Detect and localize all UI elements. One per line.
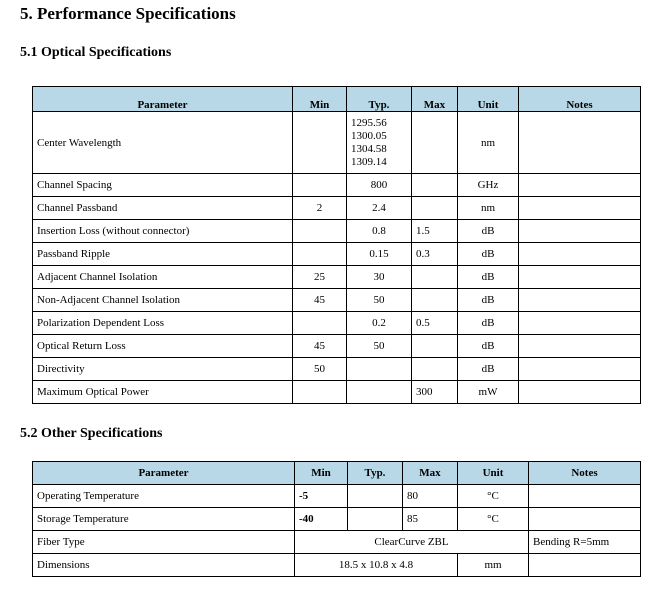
header-typ: Typ. xyxy=(348,462,403,485)
cell-unit: dB xyxy=(458,289,519,312)
cell-notes xyxy=(519,112,641,174)
table-row xyxy=(33,174,641,197)
cell-typ xyxy=(348,508,403,531)
header-parameter: Parameter xyxy=(33,87,293,112)
cell-parameter: Fiber Type xyxy=(33,531,295,554)
cell-notes xyxy=(519,243,641,266)
table-row xyxy=(33,531,641,554)
cell-typ: 2.4 xyxy=(347,197,412,220)
other-specs-table xyxy=(32,461,641,577)
cell-unit: dB xyxy=(458,335,519,358)
cell-parameter: Optical Return Loss xyxy=(33,335,293,358)
cell-parameter: Maximum Optical Power xyxy=(33,381,293,404)
cell-notes xyxy=(519,197,641,220)
table-row xyxy=(33,508,641,531)
cell-unit: °C xyxy=(458,508,529,531)
cell-typ xyxy=(348,485,403,508)
table-row xyxy=(33,335,641,358)
table-row xyxy=(33,220,641,243)
cell-unit: °C xyxy=(458,485,529,508)
cell-parameter: Channel Passband xyxy=(33,197,293,220)
cell-parameter: Directivity xyxy=(33,358,293,381)
cell-min xyxy=(293,381,347,404)
cell-parameter: Channel Spacing xyxy=(33,174,293,197)
table-row xyxy=(33,289,641,312)
cell-notes xyxy=(519,174,641,197)
cell-max xyxy=(412,112,458,174)
cell-max xyxy=(412,358,458,381)
cell-unit: nm xyxy=(458,112,519,174)
cell-min xyxy=(293,312,347,335)
cell-max: 80 xyxy=(403,485,458,508)
cell-min: -40 xyxy=(295,508,348,531)
cell-notes xyxy=(519,381,641,404)
cell-unit: dB xyxy=(458,243,519,266)
header-max: Max xyxy=(403,462,458,485)
cell-notes xyxy=(519,266,641,289)
cell-notes xyxy=(519,335,641,358)
header-notes: Notes xyxy=(519,87,641,112)
cell-notes xyxy=(529,554,641,577)
cell-parameter: Adjacent Channel Isolation xyxy=(33,266,293,289)
cell-max xyxy=(412,335,458,358)
cell-unit: mm xyxy=(458,554,529,577)
cell-max xyxy=(412,289,458,312)
cell-min: 45 xyxy=(293,289,347,312)
cell-max: 0.5 xyxy=(412,312,458,335)
cell-parameter: Passband Ripple xyxy=(33,243,293,266)
cell-unit: dB xyxy=(458,358,519,381)
cell-max: 1.5 xyxy=(412,220,458,243)
cell-parameter: Polarization Dependent Loss xyxy=(33,312,293,335)
cell-unit: dB xyxy=(458,266,519,289)
cell-parameter: Operating Temperature xyxy=(33,485,295,508)
cell-parameter: Storage Temperature xyxy=(33,508,295,531)
cell-max: 85 xyxy=(403,508,458,531)
table-row xyxy=(33,112,641,174)
cell-min: 2 xyxy=(293,197,347,220)
cell-unit: dB xyxy=(458,220,519,243)
cell-typ: 50 xyxy=(347,335,412,358)
cell-typ: 800 xyxy=(347,174,412,197)
optical-specs-title: 5.1 Optical Specifications xyxy=(20,45,172,60)
cell-parameter: Dimensions xyxy=(33,554,295,577)
cell-min xyxy=(293,174,347,197)
cell-notes xyxy=(529,485,641,508)
cell-value: ClearCurve ZBL xyxy=(295,531,529,554)
cell-unit: GHz xyxy=(458,174,519,197)
header-min: Min xyxy=(293,87,347,112)
cell-max: 0.3 xyxy=(412,243,458,266)
cell-notes xyxy=(519,289,641,312)
cell-min xyxy=(293,220,347,243)
table-row xyxy=(33,197,641,220)
cell-unit: mW xyxy=(458,381,519,404)
cell-min: 25 xyxy=(293,266,347,289)
cell-min: 50 xyxy=(293,358,347,381)
cell-min xyxy=(293,112,347,174)
table-header-row xyxy=(33,462,641,485)
optical-specs-table xyxy=(32,86,641,404)
cell-min: -5 xyxy=(295,485,348,508)
header-parameter: Parameter xyxy=(33,462,295,485)
cell-max: 300 xyxy=(412,381,458,404)
header-unit: Unit xyxy=(458,87,519,112)
table-row xyxy=(33,485,641,508)
cell-min: 45 xyxy=(293,335,347,358)
cell-typ: 0.15 xyxy=(347,243,412,266)
cell-value: 18.5 x 10.8 x 4.8 xyxy=(295,554,458,577)
header-min: Min xyxy=(295,462,348,485)
cell-typ xyxy=(347,381,412,404)
cell-typ: 50 xyxy=(347,289,412,312)
cell-max xyxy=(412,197,458,220)
cell-max xyxy=(412,266,458,289)
table-row xyxy=(33,266,641,289)
table-row xyxy=(33,358,641,381)
cell-typ: 30 xyxy=(347,266,412,289)
wavelength-value: 1304.58 xyxy=(351,142,387,155)
cell-notes xyxy=(529,508,641,531)
table-row xyxy=(33,312,641,335)
cell-notes: Bending R=5mm xyxy=(529,531,641,554)
cell-min xyxy=(293,243,347,266)
cell-typ xyxy=(347,112,412,174)
header-notes: Notes xyxy=(529,462,641,485)
cell-unit: nm xyxy=(458,197,519,220)
cell-notes xyxy=(519,220,641,243)
cell-typ xyxy=(347,358,412,381)
cell-parameter: Center Wavelength xyxy=(33,112,293,174)
header-unit: Unit xyxy=(458,462,529,485)
header-typ: Typ. xyxy=(347,87,412,112)
cell-unit: dB xyxy=(458,312,519,335)
header-max: Max xyxy=(412,87,458,112)
table-row xyxy=(33,243,641,266)
table-header-row xyxy=(33,87,641,112)
cell-typ: 0.2 xyxy=(347,312,412,335)
cell-parameter: Non-Adjacent Channel Isolation xyxy=(33,289,293,312)
cell-notes xyxy=(519,312,641,335)
cell-typ: 0.8 xyxy=(347,220,412,243)
cell-notes xyxy=(519,358,641,381)
section-title: 5. Performance Specifications xyxy=(20,4,236,23)
other-specs-title: 5.2 Other Specifications xyxy=(20,426,163,441)
table-row xyxy=(33,381,641,404)
wavelength-value: 1309.14 xyxy=(351,155,387,168)
cell-max xyxy=(412,174,458,197)
wavelength-value: 1300.05 xyxy=(351,129,387,142)
cell-parameter: Insertion Loss (without connector) xyxy=(33,220,293,243)
wavelength-value: 1295.56 xyxy=(351,116,387,129)
table-row xyxy=(33,554,641,577)
